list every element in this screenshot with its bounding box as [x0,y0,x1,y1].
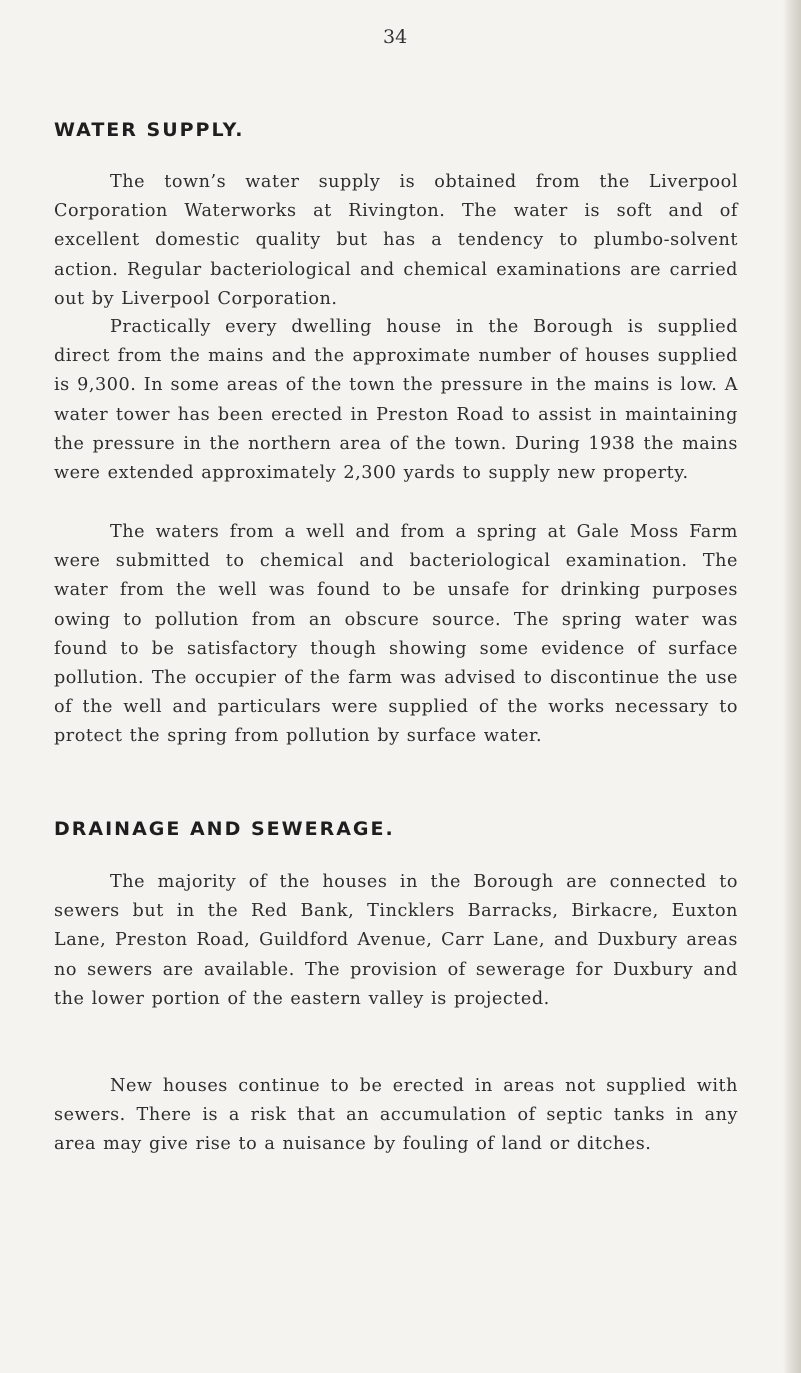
paragraph-new-houses: New houses continue to be erected in areas not supplied with sewers. There is a risk that an accumulation of septic tanks in any area may give rise to a nuisance by fouling of land or ditches. [54,1076,738,1155]
paragraph-sewer-connections: The majority of the houses in the Borough are connected to sewers but in the Red Bank, Tincklers Barracks, Birkacre, Euxton Lane, Preston Road, Guildford Avenue, Carr Lane, and Duxbury areas no sewers are available. The provision of sewerage for Duxbury and the lower portion of the eastern valley is projected. [54,872,738,1009]
page-number: 34 [383,26,408,48]
page-edge-shadow [783,0,801,1373]
paragraph-house-supply: Practically every dwelling house in the Borough is supplied direct from the mains and the approximate number of houses supplied is 9,300. In some areas of the town the pressure in the mains is low. A water tower has been erected in Preston Road to assist in maintaining the pressure in the northern area of the town. During 1938 the mains were extended approximately 2,300 yards to supply new property. [54,317,738,484]
paragraph-water-source: The town’s water supply is obtained from the Liverpool Corporation Waterworks at Rivington. The water is soft and of excellent domestic quality but has a tendency to plumbo-solvent action. Regular bacteriological and chemical examinations are carried out by Liverpool Corporation. [54,172,738,309]
paragraph-gale-moss-farm: The waters from a well and from a spring at Gale Moss Farm were submitted to chemical and bacteriological examination. The water from the well was found to be unsafe for drinking purposes owing to pollution from an obscure source. The spring water was found to be satisfactory though showing some evidence of surface pollution. The occupier of the farm was advised to discontinue the use of the well and particulars were supplied of the works necessary to protect the spring from pollution by surface water. [54,522,738,747]
section-heading-drainage-sewerage: DRAINAGE AND SEWERAGE. [54,818,395,840]
section-heading-water-supply: WATER SUPPLY. [54,119,245,141]
